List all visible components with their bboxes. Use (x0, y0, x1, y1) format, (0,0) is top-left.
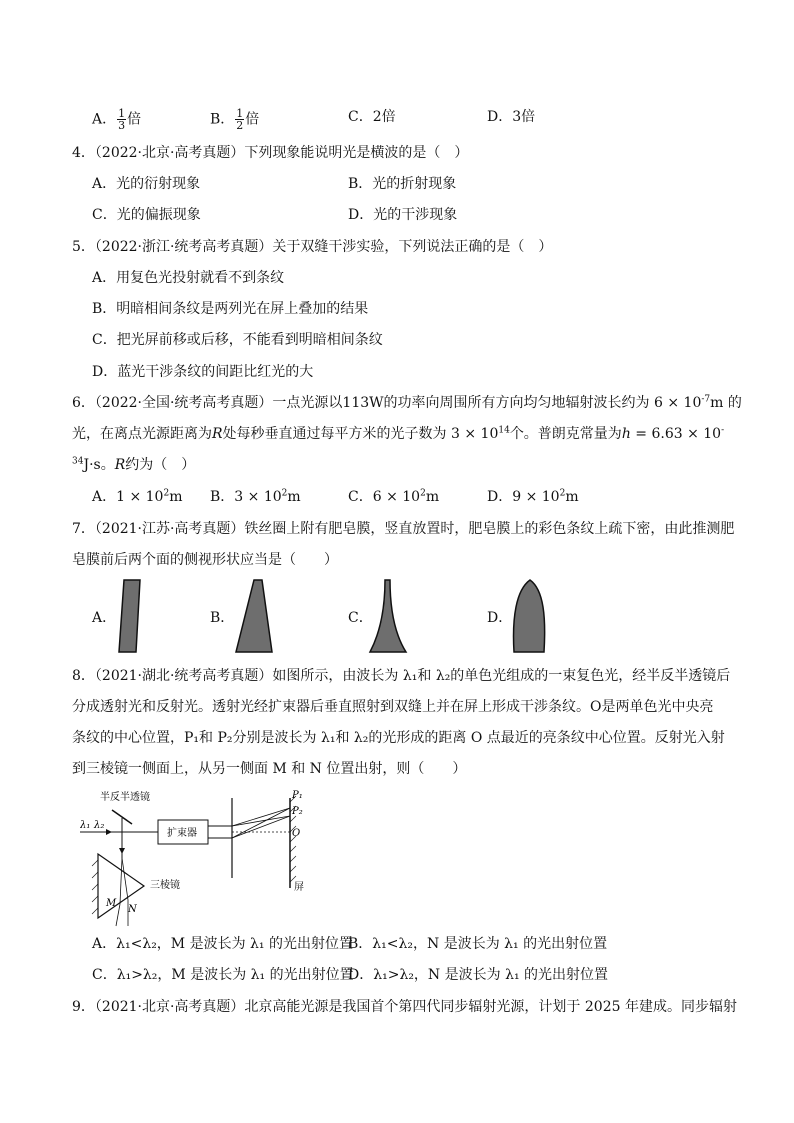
q8-option-a: A．λ₁<λ₂，M 是波长为 λ₁ 的光出射位置 (92, 936, 353, 952)
q7-option-d-label: D． (487, 610, 513, 626)
q9-line-1: 9．（2021·北京·高考真题）北京高能光源是我国首个第四代同步辐射光源，计划于 2025 年建成。同步辐射 (72, 999, 737, 1015)
q7-option-b-label: B． (210, 610, 235, 626)
q5-option-d: D．蓝光干涉条纹的间距比红光的大 (92, 364, 314, 380)
q7-option-a-label: A． (92, 610, 117, 626)
q4-option-d: D．光的干涉现象 (348, 207, 458, 223)
q6-option-d: D．$9 \times 10^2m$ (487, 488, 579, 505)
q3-option-a: A． $\frac{1}{3}$ 倍 (92, 107, 142, 132)
q8-line-2: 分成透射光和反射光。透射光经扩束器后垂直照射到双缝上并在屏上形成干涉条纹。O是两单色光中央亮 (72, 699, 714, 715)
prism-label: 三棱镜 (150, 880, 180, 891)
q5-option-c: C．把光屏前移或后移，不能看到明暗相间条纹 (92, 332, 383, 348)
n-label: N (128, 904, 137, 915)
p1-label: P₁ (292, 790, 303, 801)
q8-option-b: B．λ₁<λ₂，N 是波长为 λ₁ 的光出射位置 (348, 936, 608, 952)
q4-stem: 4．（2022·北京·高考真题）下列现象能说明光是横波的是（ ） (72, 145, 469, 161)
fraction: $\frac{1}{3}$ (118, 107, 126, 132)
m-label: M (106, 898, 117, 909)
q7-shape-d (508, 578, 552, 654)
q7-shape-a (115, 578, 145, 654)
q8-option-d: D．λ₁>λ₂，N 是波长为 λ₁ 的光出射位置 (348, 967, 609, 983)
screen-label: 屏 (294, 882, 304, 893)
q4-option-a: A．光的衍射现象 (92, 176, 201, 192)
half-mirror-label: 半反半透镜 (100, 792, 150, 803)
fraction: $\frac{1}{2}$ (236, 107, 244, 132)
q6-line-1: 6．（2022·全国·统考高考真题）一点光源以113W的功率向周围所有方向均匀地辐射波长约为 $6 \times 10^{-7}m$ 的 (72, 394, 742, 411)
q4-option-b: B．光的折射现象 (348, 176, 457, 192)
q8-option-c: C．λ₁>λ₂，M 是波长为 λ₁ 的光出射位置 (92, 967, 354, 983)
q8-line-4: 到三棱镜一侧面上，从另一侧面 M 和 N 位置出射，则（ ） (72, 761, 467, 777)
q6-option-a: A．$1 \times 10^2m$ (92, 488, 183, 505)
expander-label: 扩束器 (167, 828, 197, 839)
o-label: O (292, 828, 301, 839)
q8-line-1: 8．（2021·湖北·统考高考真题）如图所示，由波长为 λ₁和 λ₂的单色光组成的一束复色光，经半反半透镜后 (72, 668, 731, 684)
lambda1-label: λ₁ (80, 820, 91, 831)
q5-stem: 5．（2022·浙江·统考高考真题）关于双缝干涉实验，下列说法正确的是（ ） (72, 239, 553, 255)
p2-label: P₂ (292, 806, 303, 817)
q5-option-a: A．用复色光投射就看不到条纹 (92, 270, 285, 286)
q8-line-3: 条纹的中心位置，P₁和 P₂分别是波长为 λ₁和 λ₂的光形成的距离 O 点最近的亮条纹中心位置。反射光入射 (72, 730, 725, 746)
q6-line-3: $^{34}$J·s。R约为（ ） (72, 456, 196, 473)
q7-shape-c (368, 578, 408, 654)
q7-shape-b (232, 578, 276, 654)
q8-optics-figure (80, 788, 320, 928)
q6-option-b: B．$3 \times 10^2m$ (210, 488, 301, 505)
q3-option-d: D．3倍 (487, 109, 536, 125)
q7-option-c-label: C． (348, 610, 373, 626)
q5-option-b: B．明暗相间条纹是两列光在屏上叠加的结果 (92, 301, 369, 317)
q4-option-c: C．光的偏振现象 (92, 207, 201, 223)
q6-line-2: 光，在离点光源距离为R处每秒垂直通过每平方米的光子数为 $3 \times 10^{14}$个。普朗克常量为h = 6.63 × 10- (72, 425, 725, 442)
q7-line-2: 皂膜前后两个面的侧视形状应当是（ ） (72, 552, 338, 568)
lambda2-label: λ₂ (94, 820, 105, 831)
q3-option-b: B． $\frac{1}{2}$ 倍 (210, 107, 260, 132)
q7-line-1: 7．（2021·江苏·高考真题）铁丝圈上附有肥皂膜，竖直放置时，肥皂膜上的彩色条纹上疏下密，由此推测肥 (72, 521, 735, 537)
q3-option-c: C．2倍 (348, 109, 396, 125)
q6-option-c: C．$6 \times 10^2m$ (348, 488, 440, 505)
